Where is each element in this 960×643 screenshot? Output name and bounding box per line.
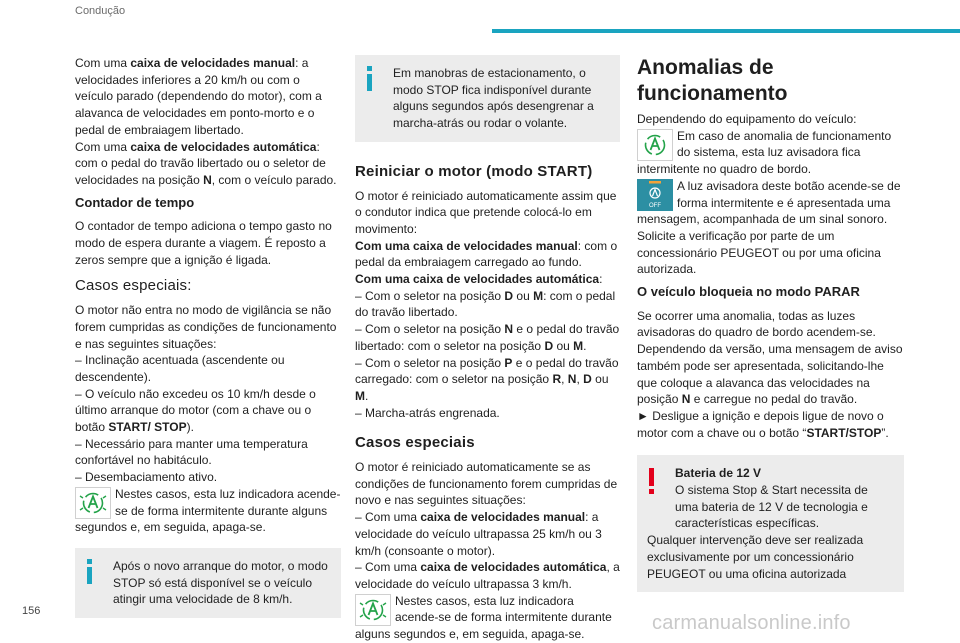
auto-a-icon	[637, 129, 673, 161]
exclamation-icon	[647, 468, 675, 494]
restart-intro: O motor é reiniciado automaticamente assim que o condutor indica que pretende colocá-lo em movimento:	[355, 188, 617, 236]
battery-text: O sistema Stop & Start necessita de uma bateria de 12 V de tecnologia e características específicas.	[675, 483, 868, 531]
auto-a-icon	[355, 594, 391, 626]
list-item: – Com o seletor na posição P e o pedal do travão carregado: com o seletor na posição R, N, D ou M.	[355, 355, 619, 403]
header-accent-bar	[492, 29, 960, 33]
heading-stop-locked: O veículo bloqueia no modo PARAR	[637, 284, 860, 300]
list-item: Dependendo da versão, uma mensagem de aviso também pode ser apresentada, solicitando-lhe que coloque a alavanca das velocidades na posição N e carregue no pedal do travão.	[637, 342, 903, 407]
heading-restart-engine: Reiniciar o motor (modo START)	[355, 162, 593, 180]
info-note	[75, 548, 341, 618]
info-icon	[365, 66, 393, 92]
fault-button-text: A luz avisadora deste botão acende-se de forma intermitente e é apresentada uma mensagem, acompanhada de um sinal sonoro.	[637, 178, 901, 227]
battery-title: Bateria de 12 V	[675, 466, 762, 481]
fault-light-text: Em caso de anomalia de funcionamento do sistema, esta luz avisadora fica intermitente no quadro de bordo.	[637, 128, 892, 177]
warning-note	[637, 455, 904, 592]
list-item: – O veículo não excedeu os 10 km/h desde o último arranque do motor (com a chave ou o botão START/ STOP).	[75, 386, 316, 435]
column-2	[355, 55, 620, 643]
fault-button-paragraph	[637, 178, 904, 228]
indicator-light-text-2: Nestes casos, esta luz indicadora acende-se de forma intermitente durante alguns segundos e, em seguida, apaga-se.	[355, 593, 612, 642]
stop-locked-text	[637, 308, 904, 442]
restart-auto-label: Com uma caixa de velocidades automática:	[355, 272, 603, 287]
info-icon	[85, 559, 113, 585]
auto-off-button-icon	[637, 179, 673, 211]
list-item: – Marcha-atrás engrenada.	[355, 405, 500, 420]
list-item: ► Desligue a ignição e depois ligue de novo o motor com a chave ou o botão “START/STOP”.	[637, 408, 889, 440]
fault-check-text: Solicite a verificação por parte de um concessionário PEUGEOT ou por uma oficina autorizada.	[637, 228, 881, 277]
list-item: – Com uma caixa de velocidades manual: a velocidade do veículo ultrapassa 25 km/h ou 3 km/h (consoante o motor).	[355, 510, 602, 558]
info-note-text: Após o novo arranque do motor, o modo STOP só está disponível se o veículo atingir uma velocidade de 8 km/h.	[113, 558, 328, 607]
fault-light-paragraph	[637, 128, 904, 178]
special-cases-list-2	[355, 509, 620, 593]
indicator-light-text: Nestes casos, esta luz indicadora acende-se de forma intermitente durante alguns segundos e, em seguida, apaga-se.	[75, 486, 341, 535]
info-note	[355, 55, 620, 142]
column-3	[637, 55, 904, 602]
auto-a-icon	[75, 487, 111, 519]
special-cases-intro-2: O motor é reiniciado automaticamente se as condições de funcionamento forem cumpridas de novo e nas seguintes situações:	[355, 460, 618, 508]
watermark: carmanualsonline.info	[652, 612, 851, 634]
indicator-light-paragraph	[75, 486, 341, 536]
list-item: – Desembaciamento ativo.	[75, 470, 218, 485]
special-cases-intro: O motor não entra no modo de vigilância se não forem cumpridas as condições de funcionamento e nas seguintes situações:	[75, 303, 337, 351]
list-item: – Com o seletor na posição D ou M: com o pedal do travão libertado.	[355, 288, 616, 320]
intro-automatic: Com uma caixa de velocidades automática: com o pedal do travão libertado ou o seletor de velocidades na posição N, com o veículo parado.	[75, 139, 337, 187]
svg-text:OFF: OFF	[649, 202, 661, 209]
list-item: – Necessário para manter uma temperatura confortável no habitáculo.	[75, 436, 308, 468]
indicator-light-paragraph-2	[355, 593, 620, 643]
list-item: – Inclinação acentuada (ascendente ou descendente).	[75, 353, 285, 384]
heading-special-cases: Casos especiais:	[75, 277, 192, 295]
list-item: – Com uma caixa de velocidades automática, a velocidade do veículo ultrapassa 3 km/h.	[355, 560, 620, 591]
section-title: Condução	[75, 5, 126, 17]
malfunctions-intro: Dependendo do equipamento do veículo:	[637, 112, 857, 126]
intro-manual: Com uma caixa de velocidades manual: a velocidades inferiores a 20 km/h ou com o veículo parado (dependendo do motor), com a alavanca de velocidades em ponto-morto e o pedal de embraiagem libertado.	[75, 56, 322, 137]
list-item: – Com o seletor na posição N e o pedal do travão libertado: com o seletor na posição D ou M.	[355, 322, 620, 353]
battery-text-2: Qualquer intervenção deve ser realizada exclusivamente por um concessionário PEUGEOT ou uma oficina autorizada	[647, 533, 864, 581]
restart-manual: Com uma caixa de velocidades manual: com o pedal da embraiagem carregado ao fundo.	[355, 238, 618, 270]
column-1	[75, 55, 341, 628]
list-item: Se ocorrer uma anomalia, todas as luzes avisadoras do quadro de bordo acendem-se.	[637, 308, 876, 340]
heading-time-counter: Contador de tempo	[75, 194, 195, 210]
special-cases-list	[75, 352, 341, 486]
heading-special-cases-2: Casos especiais	[355, 434, 475, 452]
time-counter-text: O contador de tempo adiciona o tempo gasto no modo de espera durante a viagem. É reposto a zeros sempre que a ignição é ligada.	[75, 219, 332, 267]
heading-malfunctions: Anomalias de funcionamento	[637, 56, 788, 105]
page-number: 156	[22, 605, 41, 617]
restart-list	[355, 288, 620, 422]
info-note-text: Em manobras de estacionamento, o modo STOP fica indisponível durante alguns segundos após desengrenar a marcha-atrás ou rodar o volante.	[393, 66, 594, 131]
